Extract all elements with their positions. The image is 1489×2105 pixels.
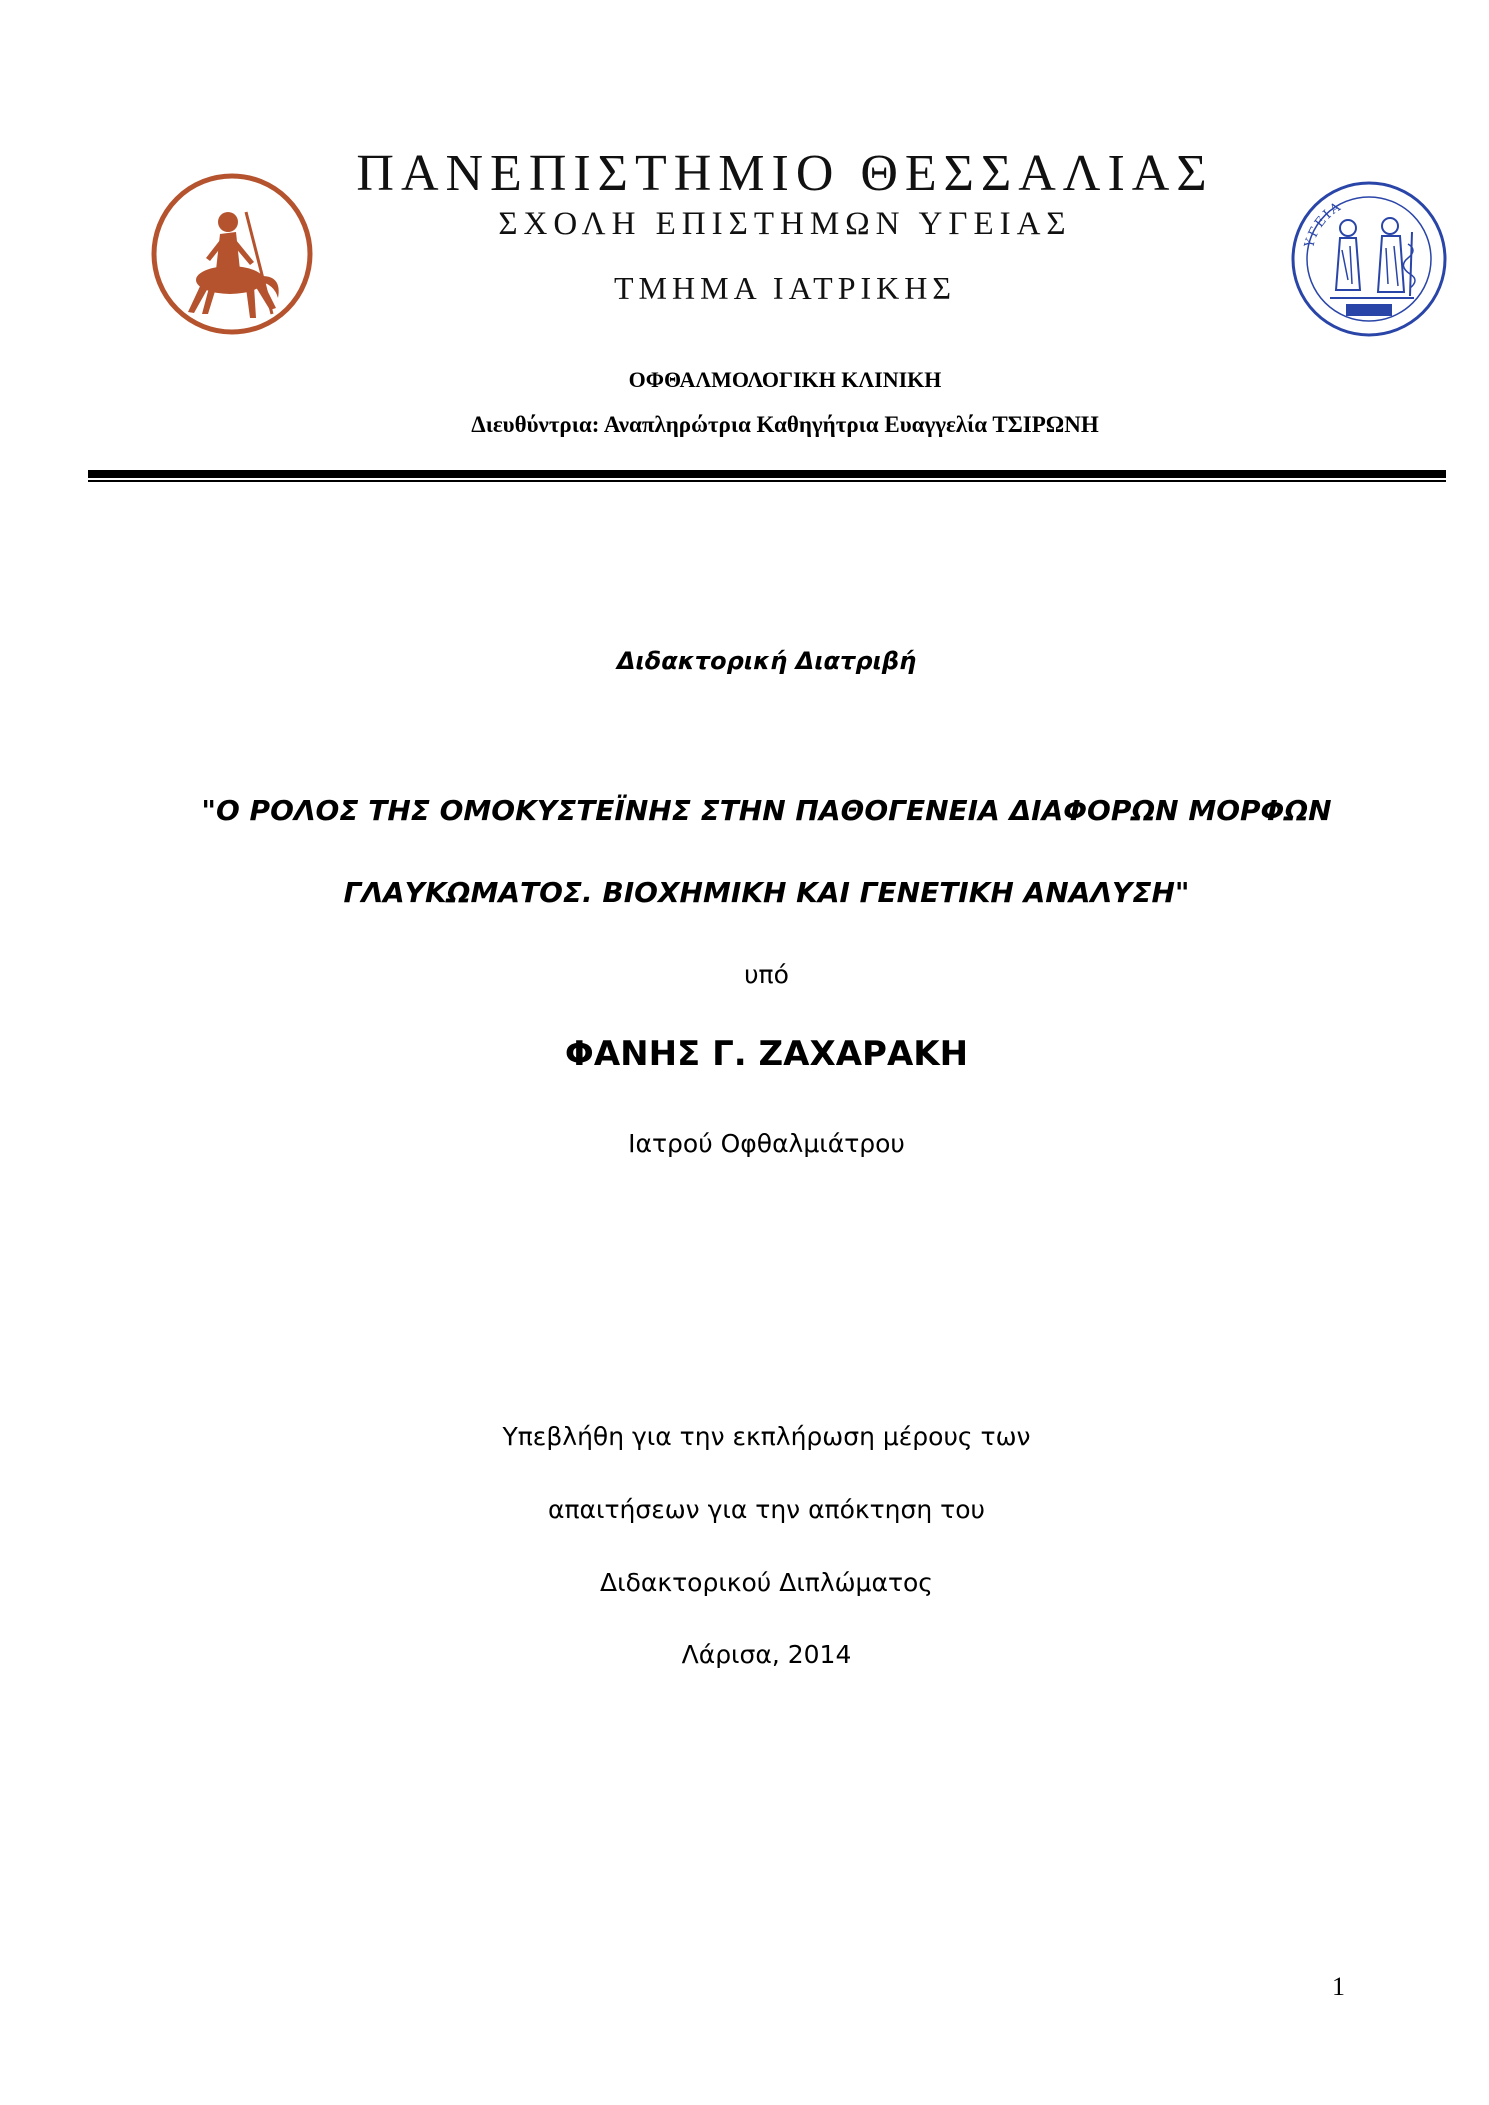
header-divider-thick bbox=[88, 470, 1446, 478]
by-label: υπό bbox=[744, 960, 789, 989]
page-number: 1 bbox=[1332, 1972, 1345, 2001]
clinic-director: Διευθύντρια: Αναπληρώτρια Καθηγήτρια Ευαγγελία ΤΣΙΡΩΝΗ bbox=[471, 412, 1099, 437]
header-divider-thin bbox=[88, 480, 1446, 482]
clinic-name: ΟΦΘΑΛΜΟΛΟΓΙΚΗ ΚΛΙΝΙΚΗ bbox=[628, 367, 942, 392]
submission-line-3: Διδακτορικού Διπλώματος bbox=[600, 1568, 933, 1597]
document-type: Διδακτορική Διατριβή bbox=[616, 647, 917, 675]
seal-text: ΥΓΕΙΑ bbox=[1302, 198, 1345, 250]
school-name: ΣΧΟΛΗ ΕΠΙΣΤΗΜΩΝ ΥΓΕΙΑΣ bbox=[498, 206, 1072, 242]
submission-line-2: απαιτήσεων για την απόκτηση του bbox=[548, 1495, 985, 1524]
hygeia-asclepius-seal-icon bbox=[1290, 180, 1448, 338]
author-name: ΦΑΝΗΣ Γ. ΖΑΧΑΡΑΚΗ bbox=[564, 1034, 969, 1074]
place-and-date: Λάρισα, 2014 bbox=[681, 1640, 852, 1669]
university-name: ΠΑΝΕΠΙΣΤΗΜΙΟ ΘΕΣΣΑΛΙΑΣ bbox=[356, 145, 1214, 202]
svg-text:ΥΓΕΙΑ bbox=[1302, 199, 1345, 251]
author-role: Ιατρού Οφθαλμιάτρου bbox=[628, 1129, 905, 1158]
submission-line-1: Υπεβλήθη για την εκπλήρωση μέρους των bbox=[502, 1422, 1031, 1451]
thesis-title-line-1: "Ο ΡΟΛΟΣ ΤΗΣ ΟΜΟΚΥΣΤΕΪΝΗΣ ΣΤΗΝ ΠΑΘΟΓΕΝΕΙΑ ΔΙΑΦΟΡΩΝ ΜΟΡΦΩΝ bbox=[201, 794, 1332, 827]
department-name: ΤΜΗΜΑ ΙΑΤΡΙΚΗΣ bbox=[614, 270, 956, 306]
thesis-title-line-2: ΓΛΑΥΚΩΜΑΤΟΣ. ΒΙΟΧΗΜΙΚΗ ΚΑΙ ΓΕΝΕΤΙΚΗ ΑΝΑΛΥΣΗ" bbox=[343, 876, 1190, 909]
